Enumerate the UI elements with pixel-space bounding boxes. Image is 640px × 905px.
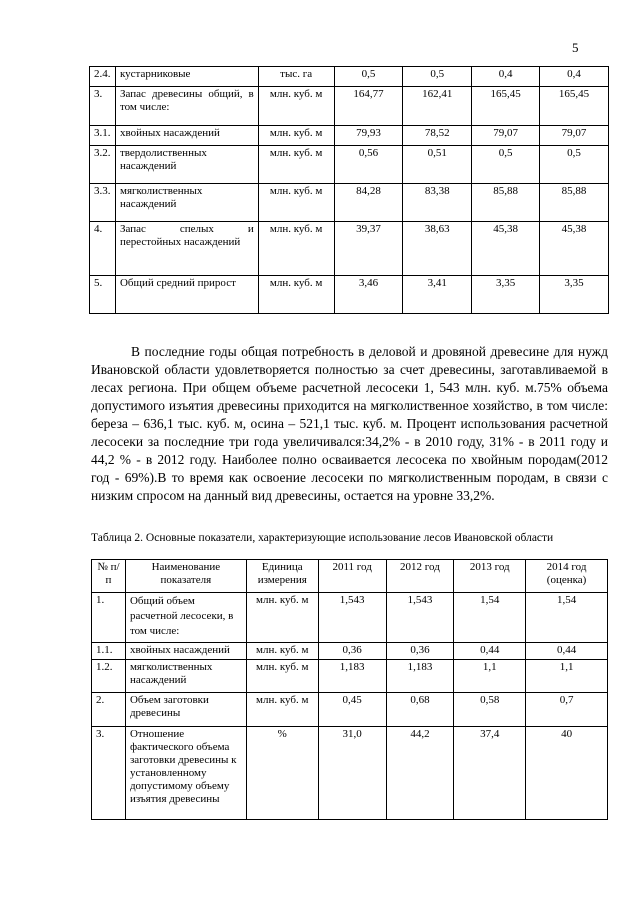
value-cell: 1,1 (526, 660, 608, 693)
value-cell: 0,36 (318, 643, 386, 660)
row-unit: % (246, 727, 318, 820)
value-cell: 0,5 (540, 146, 609, 184)
row-name: твердолиственных насаждений (115, 146, 258, 184)
table-row (92, 693, 608, 727)
table-row (90, 146, 609, 184)
row-unit: млн. куб. м (258, 146, 334, 184)
row-name: Запас древесины общий, в том числе: (115, 87, 258, 126)
value-cell: 0,36 (386, 643, 454, 660)
table-row (90, 87, 609, 126)
value-cell: 0,4 (472, 67, 540, 87)
value-cell: 0,5 (403, 67, 472, 87)
forest-use-table (91, 559, 608, 820)
value-cell: 0,44 (526, 643, 608, 660)
row-name: Запас спелых и перестойных насаждений (115, 222, 258, 276)
row-name: Объем заготовки древесины (125, 693, 246, 727)
value-cell: 44,2 (386, 727, 454, 820)
value-cell: 165,45 (472, 87, 540, 126)
value-cell: 45,38 (540, 222, 609, 276)
value-cell: 45,38 (472, 222, 540, 276)
value-cell: 162,41 (403, 87, 472, 126)
row-unit: млн. куб. м (246, 660, 318, 693)
row-id: 3.3. (90, 184, 116, 222)
value-cell: 78,52 (403, 126, 472, 146)
row-id: 3.1. (90, 126, 116, 146)
value-cell: 0,58 (454, 693, 526, 727)
forest-stock-table (89, 66, 609, 314)
value-cell: 164,77 (334, 87, 403, 126)
value-cell: 39,37 (334, 222, 403, 276)
row-id: 1. (92, 593, 126, 643)
row-unit: тыс. га (258, 67, 334, 87)
row-unit: млн. куб. м (246, 643, 318, 660)
table-row (92, 593, 608, 643)
row-id: 3. (92, 727, 126, 820)
table-header-row (92, 560, 608, 593)
table-row (92, 660, 608, 693)
value-cell: 84,28 (334, 184, 403, 222)
value-cell: 1,543 (318, 593, 386, 643)
row-id: 4. (90, 222, 116, 276)
value-cell: 0,51 (403, 146, 472, 184)
value-cell: 3,41 (403, 276, 472, 314)
value-cell: 40 (526, 727, 608, 820)
row-id: 2. (92, 693, 126, 727)
header-name: Наименование показателя (125, 560, 246, 593)
row-id: 5. (90, 276, 116, 314)
row-name: Общий объем расчетной лесосеки, в том числе: (125, 593, 246, 643)
value-cell: 79,07 (540, 126, 609, 146)
row-name: Отношение фактического объема заготовки древесины к установленному допустимому объему изъятия древесины (125, 727, 246, 820)
value-cell: 83,38 (403, 184, 472, 222)
value-cell: 3,35 (472, 276, 540, 314)
value-cell: 1,54 (454, 593, 526, 643)
table-row (90, 67, 609, 87)
row-unit: млн. куб. м (258, 126, 334, 146)
row-unit: млн. куб. м (258, 87, 334, 126)
row-unit: млн. куб. м (246, 593, 318, 643)
table2-caption: Таблица 2. Основные показатели, характеризующие использование лесов Ивановской области (91, 532, 554, 544)
header-unit: Единица измерения (246, 560, 318, 593)
table-row (90, 184, 609, 222)
row-unit: млн. куб. м (258, 222, 334, 276)
page-number: 5 (572, 40, 579, 55)
row-id: 1.1. (92, 643, 126, 660)
row-name: Общий средний прирост (115, 276, 258, 314)
value-cell: 1,183 (318, 660, 386, 693)
table-row (90, 126, 609, 146)
value-cell: 1,543 (386, 593, 454, 643)
body-paragraph: В последние годы общая потребность в деловой и дровяной древесине для нужд Ивановской области удовлетворяется полностью за счет древесины, заготавливаемой в лесах региона. При общем объеме расчетной лесосеки 1, 543 млн. куб. м.75% объема допустимого изъятия древесины приходится на мягколиственное хозяйство, в том числе: береза – 636,1 тыс. куб. м, осина – 521,1 тыс. куб. м. Процент использования расчетной лесосеки за последние три года увеличивался:34,2% - в 2010 году, 31% - в 2011 году и 44,2 % - в 2012 году. Наиболее полно осваивается лесосека по хвойным породам(2012 год - 69%).В то время как освоение лесосеки по мягколиственным породам, в связи с низким спросом на данный вид древесины, остается на уровне 33,2%. (91, 344, 608, 503)
row-name: мягколиственных насаждений (125, 660, 246, 693)
table-row (90, 222, 609, 276)
row-unit: млн. куб. м (258, 276, 334, 314)
value-cell: 0,5 (472, 146, 540, 184)
value-cell: 0,4 (540, 67, 609, 87)
value-cell: 79,07 (472, 126, 540, 146)
value-cell: 1,1 (454, 660, 526, 693)
row-id: 3.2. (90, 146, 116, 184)
value-cell: 3,46 (334, 276, 403, 314)
value-cell: 37,4 (454, 727, 526, 820)
header-2012: 2012 год (386, 560, 454, 593)
row-id: 1.2. (92, 660, 126, 693)
value-cell: 0,45 (318, 693, 386, 727)
value-cell: 0,56 (334, 146, 403, 184)
row-id: 2.4. (90, 67, 116, 87)
row-unit: млн. куб. м (258, 184, 334, 222)
table-row (92, 727, 608, 820)
value-cell: 1,183 (386, 660, 454, 693)
value-cell: 165,45 (540, 87, 609, 126)
header-num: № п/п (92, 560, 126, 593)
value-cell: 1,54 (526, 593, 608, 643)
header-2011: 2011 год (318, 560, 386, 593)
value-cell: 79,93 (334, 126, 403, 146)
row-name: хвойных насаждений (115, 126, 258, 146)
value-cell: 38,63 (403, 222, 472, 276)
header-2013: 2013 год (454, 560, 526, 593)
value-cell: 0,7 (526, 693, 608, 727)
value-cell: 31,0 (318, 727, 386, 820)
value-cell: 3,35 (540, 276, 609, 314)
value-cell: 0,44 (454, 643, 526, 660)
value-cell: 85,88 (472, 184, 540, 222)
row-unit: млн. куб. м (246, 693, 318, 727)
header-2014: 2014 год (оценка) (526, 560, 608, 593)
value-cell: 0,68 (386, 693, 454, 727)
row-name: мягколиственных насаждений (115, 184, 258, 222)
table-row (92, 643, 608, 660)
value-cell: 85,88 (540, 184, 609, 222)
table-row (90, 276, 609, 314)
row-id: 3. (90, 87, 116, 126)
row-name: кустарниковые (115, 67, 258, 87)
row-name: хвойных насаждений (125, 643, 246, 660)
value-cell: 0,5 (334, 67, 403, 87)
